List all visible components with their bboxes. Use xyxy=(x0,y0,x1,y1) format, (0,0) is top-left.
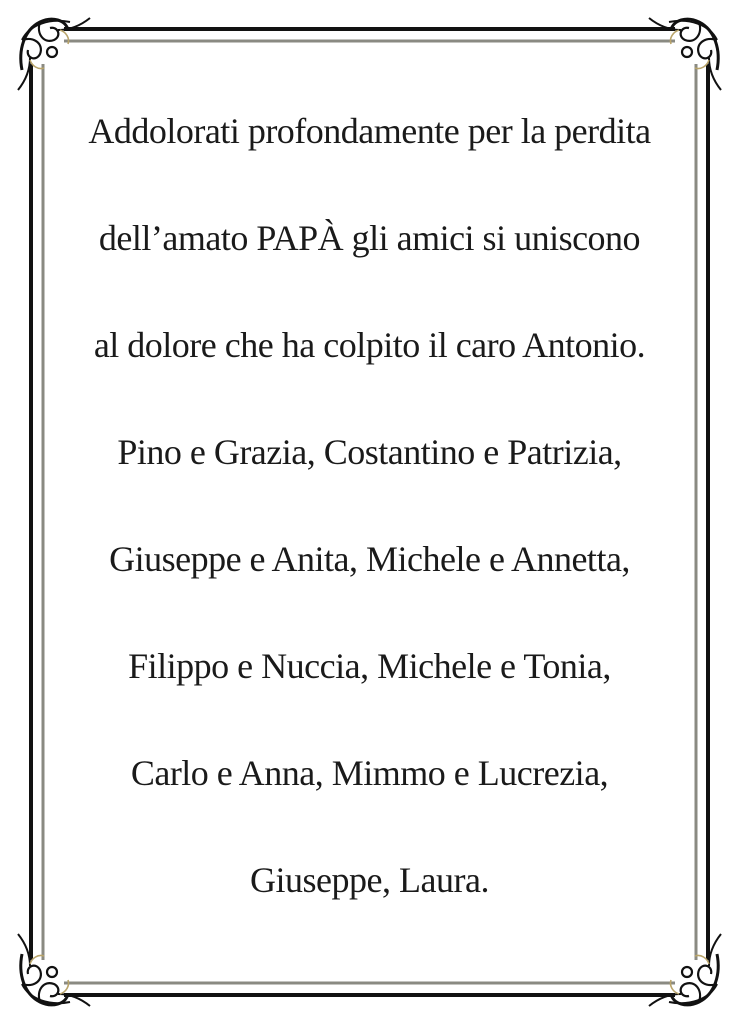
message-line: Giuseppe e Anita, Michele e Annetta, xyxy=(109,539,630,579)
message-line: al dolore che ha colpito il caro Antonio. xyxy=(93,325,646,365)
message-line: Carlo e Anna, Mimmo e Lucrezia, xyxy=(130,753,609,793)
condolence-message xyxy=(50,78,689,934)
message-line: Addolorati profondamente per la perdita xyxy=(88,111,651,151)
message-line: Giuseppe, Laura. xyxy=(250,860,489,900)
message-line: Filippo e Nuccia, Michele e Tonia, xyxy=(128,646,611,686)
message-line: Pino e Grazia, Costantino e Patrizia, xyxy=(117,432,622,472)
message-line: dell’amato PAPÀ gli amici si uniscono xyxy=(98,218,641,258)
